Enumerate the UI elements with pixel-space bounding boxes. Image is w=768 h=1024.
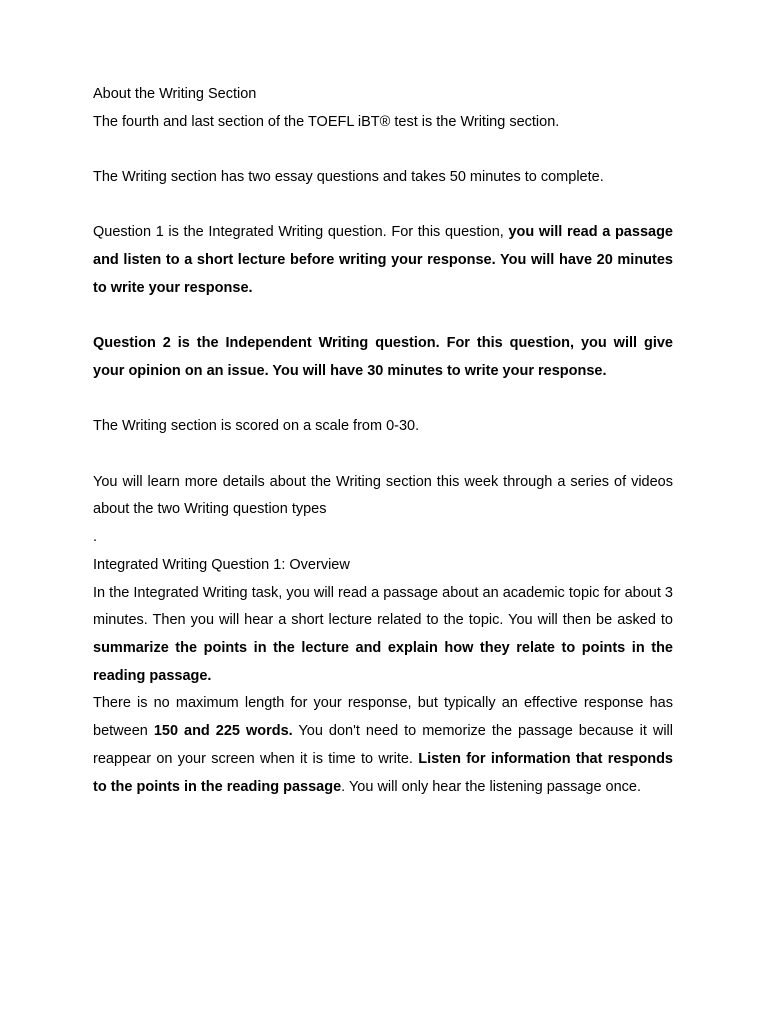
question-1-paragraph — [93, 219, 673, 302]
document-page — [93, 81, 673, 801]
task-bold-text: summarize the points in the lecture and explain how they relate to points in the reading passage. — [93, 639, 673, 684]
length-bold-listen: Listen for information that responds to the points in the reading passage — [93, 750, 673, 795]
length-text-3: . You will only hear the listening passage once. — [341, 778, 642, 795]
two-questions-paragraph: The Writing section has two essay questions and takes 50 minutes to complete. — [93, 169, 604, 186]
length-text-2: You don't need to memorize the passage because it will reappear on your screen when it is time to write. — [93, 723, 674, 767]
question-1-bold-text: you will read a passage and listen to a short lecture before writing your response. You will have 20 minutes to write your response. — [93, 224, 673, 296]
section-heading-writing: About the Writing Section — [93, 86, 257, 102]
length-paragraph — [93, 690, 673, 801]
scoring-paragraph: The Writing section is scored on a scale from 0-30. — [93, 418, 420, 435]
length-bold-words: 150 and 225 words. — [153, 723, 293, 740]
section-heading-overview: Integrated Writing Question 1: Overview — [93, 556, 350, 573]
intro-paragraph: The fourth and last section of the TOEFL iBT® test is the Writing section. — [93, 113, 560, 130]
task-paragraph — [93, 580, 673, 691]
task-text: In the Integrated Writing task, you will read a passage about an academic topic for about 3 minutes. Then you will hear a short lecture related to the topic. You will then be asked to — [93, 584, 673, 629]
stray-period: . — [93, 529, 98, 546]
question-1-text: Question 1 is the Integrated Writing question. For this question, — [93, 224, 509, 241]
length-text-1: There is no maximum length for your response, but typically an effective response has between — [93, 695, 673, 740]
details-paragraph: You will learn more details about the Writing section this week through a series of videos about the two Writing question types — [93, 473, 673, 518]
question-2-paragraph: Question 2 is the Independent Writing question. For this question, you will give your opinion on an issue. You will have 30 minutes to write your response. — [93, 335, 673, 379]
